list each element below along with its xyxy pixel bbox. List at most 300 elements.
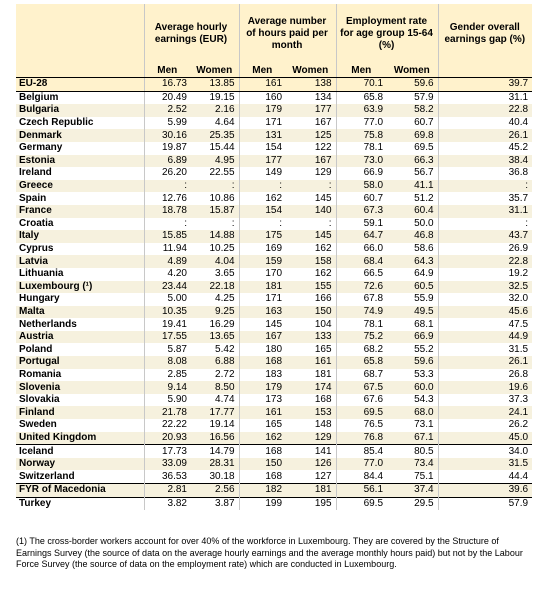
value-cell: 145 [239, 318, 286, 331]
value-cell: 26.20 [144, 167, 191, 180]
country-cell: United Kingdom [16, 432, 144, 445]
value-cell: 66.0 [336, 243, 387, 256]
country-cell: EU-28 [16, 78, 144, 92]
value-cell: 133 [286, 331, 336, 344]
value-cell: 165 [286, 343, 336, 356]
value-cell: 67.6 [336, 394, 387, 407]
value-cell: 66.5 [336, 268, 387, 281]
value-cell: 54.3 [387, 394, 438, 407]
value-cell: 2.85 [144, 369, 191, 382]
value-cell: 129 [286, 167, 336, 180]
value-cell: 4.20 [144, 268, 191, 281]
value-cell: 77.0 [336, 117, 387, 130]
value-cell: 60.7 [336, 192, 387, 205]
value-cell: : [438, 218, 532, 231]
table-row [16, 91, 532, 104]
value-cell: 150 [239, 458, 286, 471]
value-cell: 45.0 [438, 432, 532, 445]
country-cell: Poland [16, 343, 144, 356]
value-cell: 162 [239, 432, 286, 445]
value-cell: 8.50 [191, 381, 239, 394]
value-cell: 179 [239, 381, 286, 394]
value-cell: 37.3 [438, 394, 532, 407]
value-cell: 26.2 [438, 419, 532, 432]
table-row [16, 343, 532, 356]
value-cell: 6.89 [144, 155, 191, 168]
value-cell: 195 [286, 497, 336, 510]
value-cell: 122 [286, 142, 336, 155]
value-cell: 55.9 [387, 293, 438, 306]
value-cell: 19.2 [438, 268, 532, 281]
value-cell: 38.4 [438, 155, 532, 168]
table-row [16, 180, 532, 193]
value-cell: 19.14 [191, 419, 239, 432]
value-cell: 168 [239, 470, 286, 483]
country-cell: Ireland [16, 167, 144, 180]
value-cell: 127 [286, 470, 336, 483]
value-cell: 159 [239, 255, 286, 268]
value-cell: 19.87 [144, 142, 191, 155]
value-cell: 180 [239, 343, 286, 356]
value-cell: 53.3 [387, 369, 438, 382]
country-cell: Croatia [16, 218, 144, 231]
table-row [16, 129, 532, 142]
value-cell: 44.9 [438, 331, 532, 344]
country-cell: Italy [16, 230, 144, 243]
value-cell: 2.52 [144, 104, 191, 117]
value-cell: 5.87 [144, 343, 191, 356]
value-cell: 59.6 [387, 78, 438, 92]
value-cell: 169 [239, 243, 286, 256]
value-cell: 80.5 [387, 445, 438, 458]
table-row [16, 484, 532, 498]
value-cell: 68.2 [336, 343, 387, 356]
value-cell: 181 [239, 281, 286, 294]
table-row [16, 192, 532, 205]
value-cell: 17.55 [144, 331, 191, 344]
value-cell: 16.29 [191, 318, 239, 331]
table-row [16, 445, 532, 458]
value-cell: 160 [239, 91, 286, 104]
value-cell: 22.8 [438, 255, 532, 268]
value-cell: 26.8 [438, 369, 532, 382]
value-cell: : [239, 218, 286, 231]
value-cell: 68.7 [336, 369, 387, 382]
value-cell: 15.44 [191, 142, 239, 155]
header-gap: Gender overall earnings gap (%) [438, 4, 532, 64]
value-cell: 32.0 [438, 293, 532, 306]
value-cell: 60.4 [387, 205, 438, 218]
table-row [16, 281, 532, 294]
country-cell: Turkey [16, 497, 144, 510]
country-cell: Portugal [16, 356, 144, 369]
value-cell: 73.4 [387, 458, 438, 471]
value-cell: 166 [286, 293, 336, 306]
table-row [16, 331, 532, 344]
value-cell: 69.8 [387, 129, 438, 142]
value-cell: : [191, 218, 239, 231]
value-cell: 46.8 [387, 230, 438, 243]
country-cell: Switzerland [16, 470, 144, 483]
value-cell: 19.6 [438, 381, 532, 394]
value-cell: 26.1 [438, 129, 532, 142]
value-cell: 161 [286, 356, 336, 369]
value-cell: 165 [239, 419, 286, 432]
subheader-men: Men [336, 64, 387, 78]
table-row [16, 356, 532, 369]
country-cell: Iceland [16, 445, 144, 458]
value-cell: 131 [239, 129, 286, 142]
value-cell: 64.7 [336, 230, 387, 243]
value-cell: 66.9 [336, 167, 387, 180]
subheader-women: Women [191, 64, 239, 78]
value-cell: 104 [286, 318, 336, 331]
table-header-row [16, 4, 532, 64]
value-cell: 12.76 [144, 192, 191, 205]
value-cell: 11.94 [144, 243, 191, 256]
value-cell: 138 [286, 78, 336, 92]
gender-earnings-table [16, 4, 532, 510]
value-cell: 15.85 [144, 230, 191, 243]
country-cell: Austria [16, 331, 144, 344]
value-cell: 5.99 [144, 117, 191, 130]
value-cell: 171 [239, 293, 286, 306]
header-country [16, 4, 144, 64]
value-cell: 10.86 [191, 192, 239, 205]
country-cell: Luxembourg (¹) [16, 281, 144, 294]
value-cell: 22.8 [438, 104, 532, 117]
country-cell: Slovenia [16, 381, 144, 394]
value-cell: 76.5 [336, 419, 387, 432]
value-cell: : [438, 180, 532, 193]
value-cell: 19.41 [144, 318, 191, 331]
value-cell: 2.72 [191, 369, 239, 382]
value-cell: 150 [286, 306, 336, 319]
value-cell: 181 [286, 484, 336, 498]
value-cell: 26.9 [438, 243, 532, 256]
value-cell: 32.5 [438, 281, 532, 294]
value-cell: 39.6 [438, 484, 532, 498]
value-cell: 25.35 [191, 129, 239, 142]
table-row [16, 155, 532, 168]
value-cell: 26.1 [438, 356, 532, 369]
value-cell: 13.85 [191, 78, 239, 92]
value-cell: 39.7 [438, 78, 532, 92]
value-cell: 4.95 [191, 155, 239, 168]
table-row [16, 458, 532, 471]
country-cell: Belgium [16, 91, 144, 104]
country-cell: Spain [16, 192, 144, 205]
value-cell: 134 [286, 91, 336, 104]
value-cell: 163 [239, 306, 286, 319]
value-cell: 30.16 [144, 129, 191, 142]
value-cell: 162 [239, 192, 286, 205]
value-cell: 125 [286, 129, 336, 142]
value-cell: 68.4 [336, 255, 387, 268]
value-cell: 41.1 [387, 180, 438, 193]
value-cell: 33.09 [144, 458, 191, 471]
value-cell: 18.78 [144, 205, 191, 218]
value-cell: 30.18 [191, 470, 239, 483]
value-cell: 64.3 [387, 255, 438, 268]
value-cell: : [286, 218, 336, 231]
table-row [16, 369, 532, 382]
value-cell: 4.64 [191, 117, 239, 130]
value-cell: 179 [239, 104, 286, 117]
value-cell: 174 [286, 381, 336, 394]
subheader-women: Women [286, 64, 336, 78]
country-cell: Bulgaria [16, 104, 144, 117]
value-cell: 4.04 [191, 255, 239, 268]
country-cell: Hungary [16, 293, 144, 306]
value-cell: 67.3 [336, 205, 387, 218]
value-cell: 183 [239, 369, 286, 382]
country-cell: Malta [16, 306, 144, 319]
value-cell: 19.15 [191, 91, 239, 104]
value-cell: 43.7 [438, 230, 532, 243]
value-cell: 40.4 [438, 117, 532, 130]
table-row [16, 306, 532, 319]
value-cell: 20.93 [144, 432, 191, 445]
value-cell: 44.4 [438, 470, 532, 483]
value-cell: 65.8 [336, 91, 387, 104]
value-cell: 154 [239, 205, 286, 218]
footnote: (1) The cross-border workers account for over 40% of the workforce in Luxembourg. They are covered by the Structure of Earnings Survey (the source of data on the average hourly earnings and the average monthly hours paid) but not by the Labour Force Survey (the source of data on the employment rate) which are conducted in Luxembourg. [16, 536, 523, 569]
value-cell: 13.65 [191, 331, 239, 344]
value-cell: 14.79 [191, 445, 239, 458]
value-cell: 154 [239, 142, 286, 155]
value-cell: 34.0 [438, 445, 532, 458]
table-row [16, 432, 532, 445]
value-cell: 50.0 [387, 218, 438, 231]
value-cell: 37.4 [387, 484, 438, 498]
value-cell: 47.5 [438, 318, 532, 331]
value-cell: 153 [286, 406, 336, 419]
value-cell: 162 [286, 268, 336, 281]
value-cell: 155 [286, 281, 336, 294]
value-cell: 67.1 [387, 432, 438, 445]
value-cell: 73.1 [387, 419, 438, 432]
value-cell: 168 [239, 356, 286, 369]
value-cell: 35.7 [438, 192, 532, 205]
table-row [16, 104, 532, 117]
value-cell: 60.5 [387, 281, 438, 294]
header-employment: Employment rate for age group 15-64 (%) [336, 4, 438, 64]
value-cell: 75.1 [387, 470, 438, 483]
value-cell: : [286, 180, 336, 193]
value-cell: 60.0 [387, 381, 438, 394]
value-cell: 170 [239, 268, 286, 281]
value-cell: 45.6 [438, 306, 532, 319]
table-row [16, 470, 532, 483]
value-cell: 64.9 [387, 268, 438, 281]
table-subheader-row [16, 64, 532, 78]
value-cell: 22.18 [191, 281, 239, 294]
value-cell: 3.82 [144, 497, 191, 510]
value-cell: 59.1 [336, 218, 387, 231]
value-cell: 51.2 [387, 192, 438, 205]
value-cell: 8.08 [144, 356, 191, 369]
header-earnings: Average hourly earnings (EUR) [144, 4, 239, 64]
value-cell: 66.9 [387, 331, 438, 344]
value-cell: 175 [239, 230, 286, 243]
country-cell: Romania [16, 369, 144, 382]
country-cell: Estonia [16, 155, 144, 168]
table-row [16, 218, 532, 231]
table-row [16, 78, 532, 92]
table-row [16, 293, 532, 306]
value-cell: 65.8 [336, 356, 387, 369]
value-cell: 126 [286, 458, 336, 471]
country-cell: Germany [16, 142, 144, 155]
value-cell: 84.4 [336, 470, 387, 483]
value-cell: 29.5 [387, 497, 438, 510]
value-cell: 31.1 [438, 91, 532, 104]
value-cell: 10.35 [144, 306, 191, 319]
country-cell: FYR of Macedonia [16, 484, 144, 498]
value-cell: 129 [286, 432, 336, 445]
value-cell: 2.81 [144, 484, 191, 498]
table-row [16, 255, 532, 268]
value-cell: 4.74 [191, 394, 239, 407]
value-cell: 63.9 [336, 104, 387, 117]
country-cell: Netherlands [16, 318, 144, 331]
value-cell: 22.22 [144, 419, 191, 432]
table-row [16, 205, 532, 218]
value-cell: 60.7 [387, 117, 438, 130]
value-cell: 168 [286, 394, 336, 407]
table-row [16, 117, 532, 130]
value-cell: 77.0 [336, 458, 387, 471]
country-cell: Sweden [16, 419, 144, 432]
value-cell: 17.77 [191, 406, 239, 419]
country-cell: Lithuania [16, 268, 144, 281]
value-cell: 24.1 [438, 406, 532, 419]
value-cell: 78.1 [336, 318, 387, 331]
value-cell: 15.87 [191, 205, 239, 218]
value-cell: 5.00 [144, 293, 191, 306]
value-cell: 171 [239, 117, 286, 130]
value-cell: 28.31 [191, 458, 239, 471]
value-cell: 57.9 [438, 497, 532, 510]
value-cell: 145 [286, 230, 336, 243]
value-cell: 2.16 [191, 104, 239, 117]
value-cell: 75.8 [336, 129, 387, 142]
table-row [16, 497, 532, 510]
value-cell: 72.6 [336, 281, 387, 294]
value-cell: 21.78 [144, 406, 191, 419]
value-cell: 23.44 [144, 281, 191, 294]
value-cell: 17.73 [144, 445, 191, 458]
table-row [16, 268, 532, 281]
value-cell: 14.88 [191, 230, 239, 243]
value-cell: 167 [239, 331, 286, 344]
value-cell: 168 [239, 445, 286, 458]
value-cell: 67.5 [336, 381, 387, 394]
value-cell: 16.56 [191, 432, 239, 445]
value-cell: 69.5 [336, 406, 387, 419]
table-row [16, 230, 532, 243]
value-cell: 177 [239, 155, 286, 168]
value-cell: 70.1 [336, 78, 387, 92]
value-cell: 22.55 [191, 167, 239, 180]
value-cell: 161 [239, 78, 286, 92]
table-body [16, 78, 532, 511]
value-cell: 78.1 [336, 142, 387, 155]
value-cell: 57.9 [387, 91, 438, 104]
value-cell: 56.7 [387, 167, 438, 180]
country-cell: Greece [16, 180, 144, 193]
value-cell: 73.0 [336, 155, 387, 168]
value-cell: 45.2 [438, 142, 532, 155]
country-cell: Czech Republic [16, 117, 144, 130]
value-cell: 173 [239, 394, 286, 407]
value-cell: 167 [286, 117, 336, 130]
value-cell: 31.1 [438, 205, 532, 218]
value-cell: 181 [286, 369, 336, 382]
subheader-women: Women [387, 64, 438, 78]
table-row [16, 167, 532, 180]
value-cell: 6.88 [191, 356, 239, 369]
value-cell: : [144, 180, 191, 193]
value-cell: 167 [286, 155, 336, 168]
value-cell: 67.8 [336, 293, 387, 306]
value-cell: 10.25 [191, 243, 239, 256]
country-cell: Finland [16, 406, 144, 419]
value-cell: 49.5 [387, 306, 438, 319]
value-cell: 141 [286, 445, 336, 458]
table-row [16, 394, 532, 407]
country-cell: Slovakia [16, 394, 144, 407]
value-cell: 68.0 [387, 406, 438, 419]
value-cell: 36.53 [144, 470, 191, 483]
value-cell: : [191, 180, 239, 193]
country-cell: Cyprus [16, 243, 144, 256]
country-cell: Norway [16, 458, 144, 471]
value-cell: 2.56 [191, 484, 239, 498]
value-cell: 4.25 [191, 293, 239, 306]
value-cell: 68.1 [387, 318, 438, 331]
value-cell: 3.65 [191, 268, 239, 281]
value-cell: 55.2 [387, 343, 438, 356]
value-cell: 31.5 [438, 343, 532, 356]
value-cell: 85.4 [336, 445, 387, 458]
table-row [16, 419, 532, 432]
subheader-men: Men [239, 64, 286, 78]
value-cell: 182 [239, 484, 286, 498]
value-cell: 9.14 [144, 381, 191, 394]
value-cell: 5.42 [191, 343, 239, 356]
value-cell: 145 [286, 192, 336, 205]
value-cell: 158 [286, 255, 336, 268]
value-cell: 20.49 [144, 91, 191, 104]
value-cell: 66.3 [387, 155, 438, 168]
value-cell: 76.8 [336, 432, 387, 445]
country-cell: Denmark [16, 129, 144, 142]
value-cell: 74.9 [336, 306, 387, 319]
value-cell: 58.6 [387, 243, 438, 256]
value-cell: 177 [286, 104, 336, 117]
value-cell: 69.5 [336, 497, 387, 510]
table-row [16, 381, 532, 394]
value-cell: 3.87 [191, 497, 239, 510]
value-cell: 161 [239, 406, 286, 419]
data-table-wrapper [16, 4, 532, 510]
table-row [16, 142, 532, 155]
subheader-men: Men [144, 64, 191, 78]
value-cell: 56.1 [336, 484, 387, 498]
value-cell: 149 [239, 167, 286, 180]
